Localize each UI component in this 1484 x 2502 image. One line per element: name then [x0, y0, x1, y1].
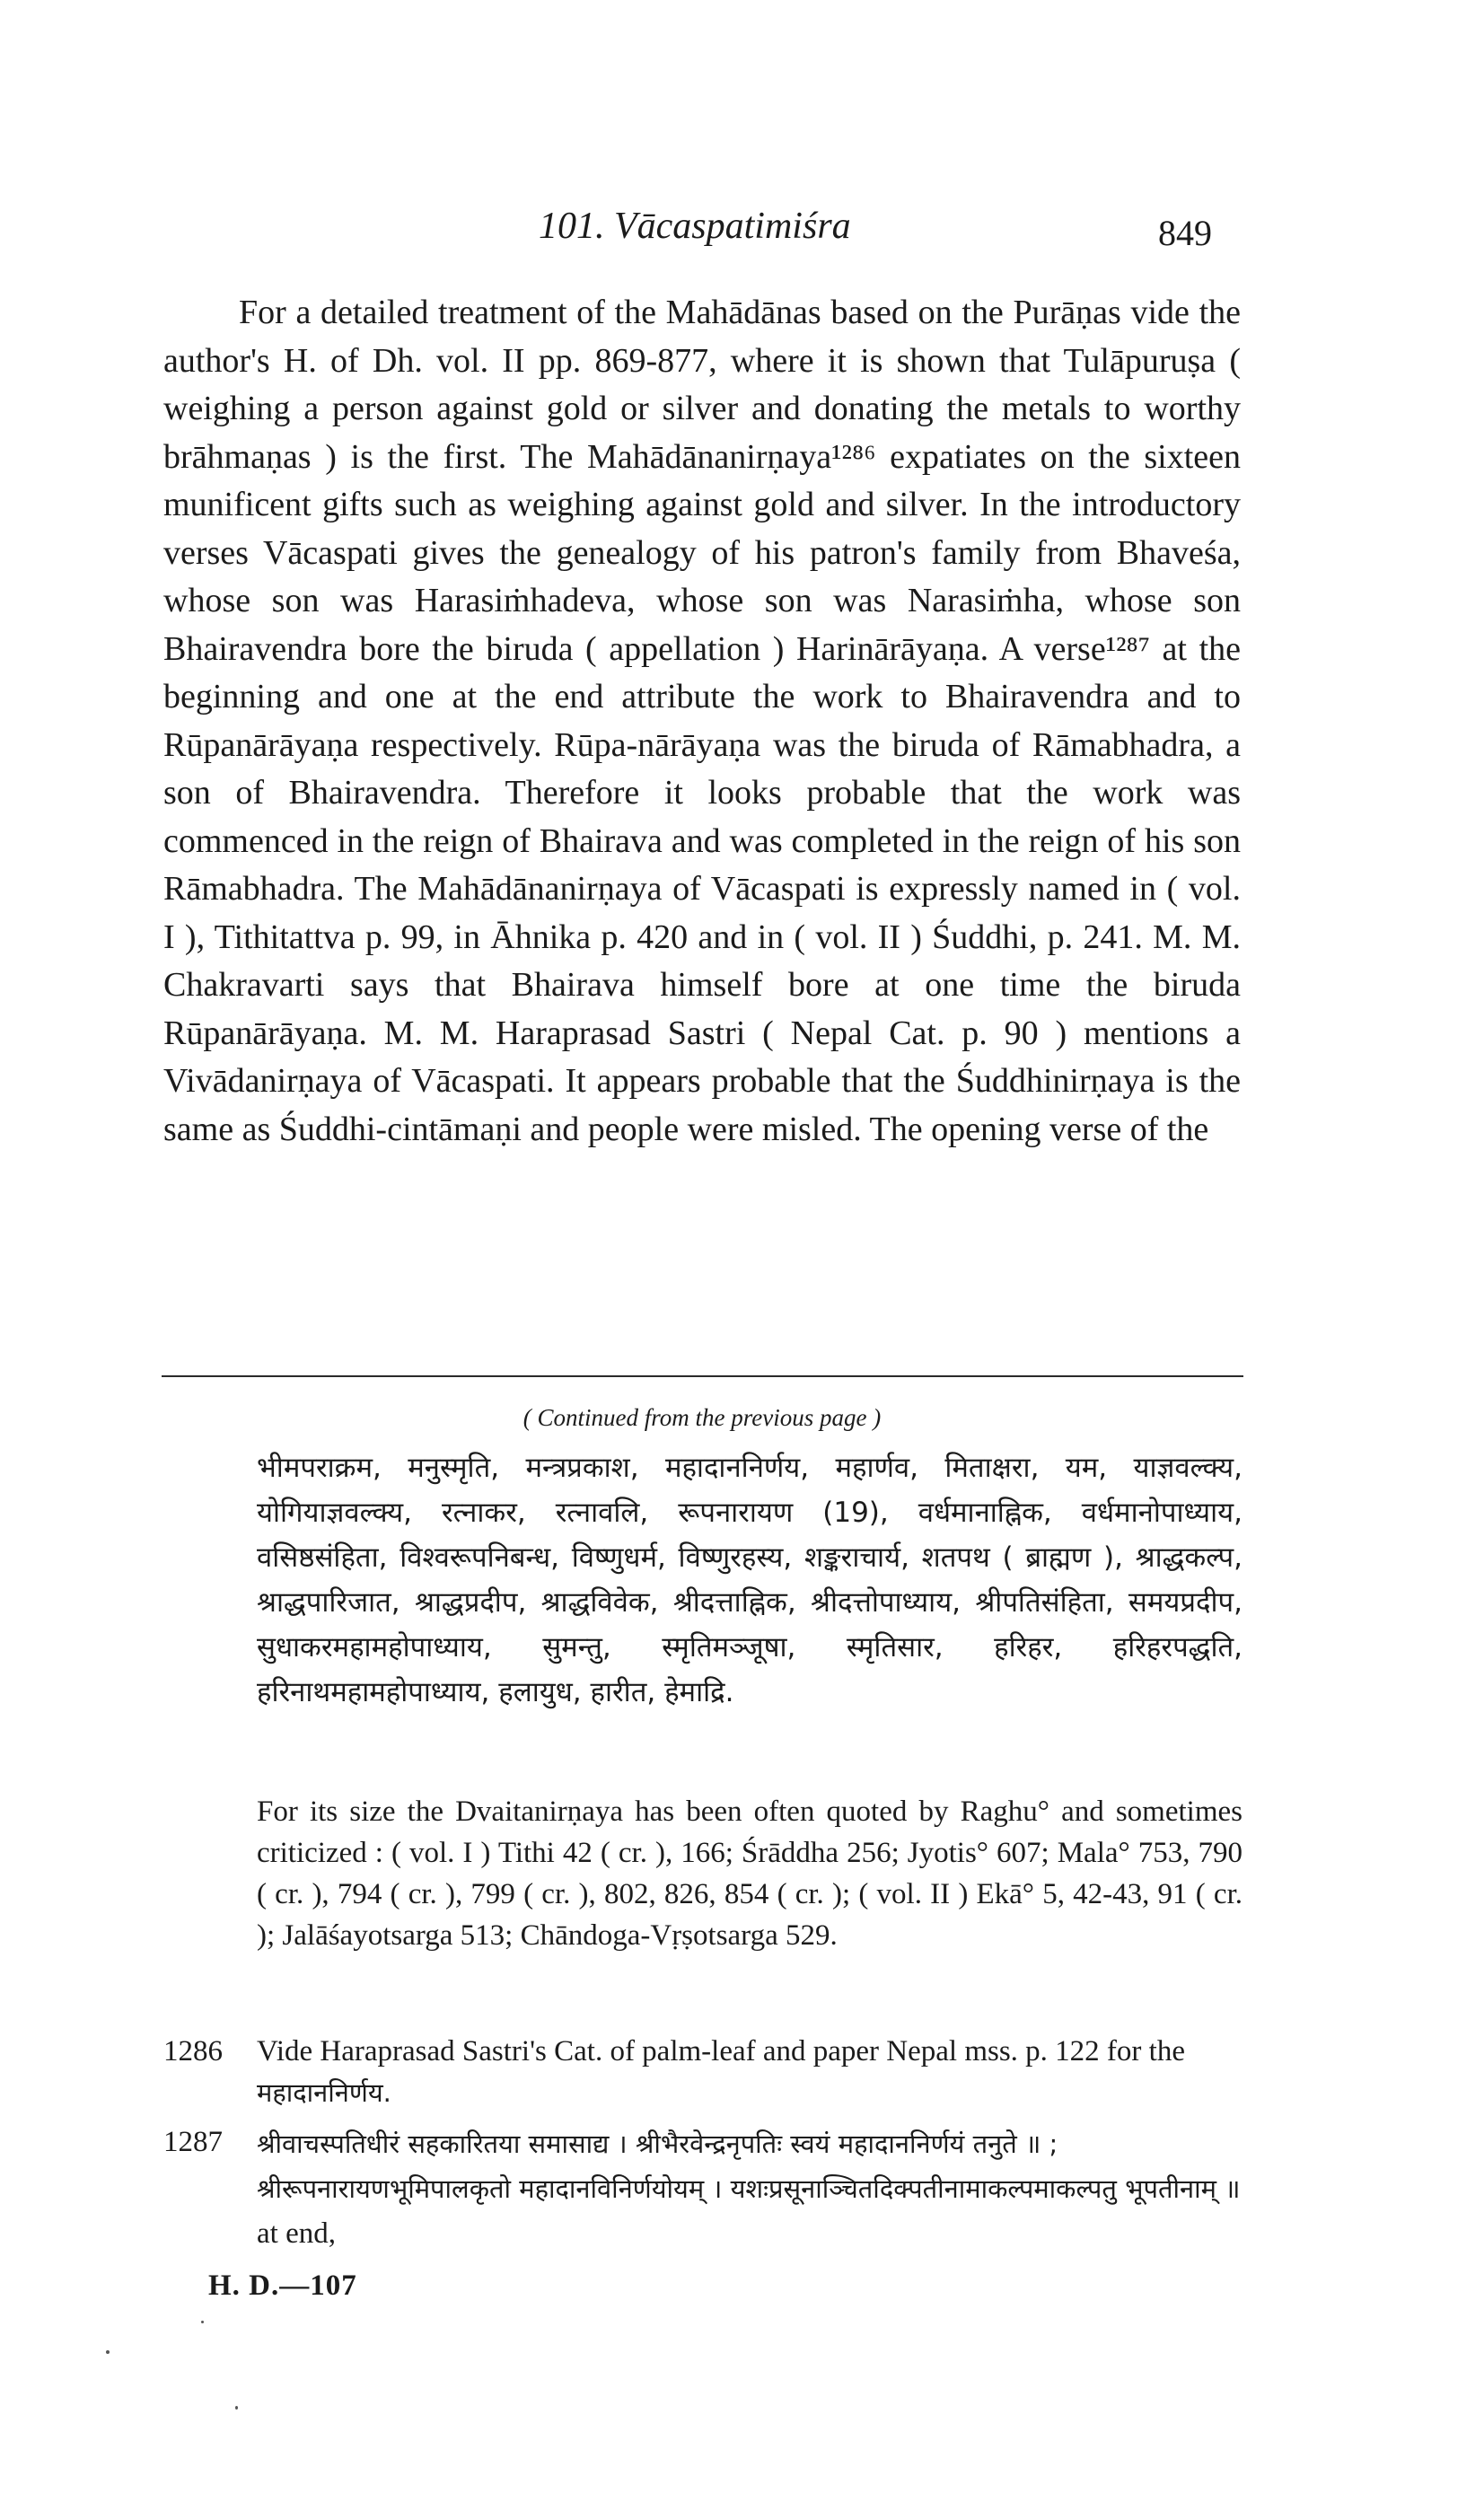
print-speck [235, 2406, 238, 2410]
print-speck [201, 2321, 204, 2323]
footnote-text-latin: at end, [257, 2217, 336, 2250]
body-paragraph: For a detailed treatment of the Mahādānas based on the Purāṇas vide the author's H. of Dh. vol. II pp. 869-877, where it is shown that Tulāpuruṣa ( weighing a person against gold or silver and donating the metals to worthy brāhmaṇas ) is the first. The Mahādānanirṇaya¹²⁸⁶ expatiates on the sixteen munificent gifts such as weighing against gold and silver. In the introductory verses Vācaspati gives the genealogy of his patron's family from Bhaveśa, whose son was Harasiṁhadeva, whose son was Narasiṁha, whose son Bhairavendra bore the biruda ( appellation ) Harinārāyaṇa. A verse¹²⁸⁷ at the beginning and one at the end attribute the work to Bhairavendra and to Rūpanārāyaṇa respectively. Rūpa-nārāyaṇa was the biruda of Rāmabhadra, a son of Bhairavendra. Therefore it looks probable that the work was commenced in the reign of Bhairava and was completed in the reign of his son Rāmabhadra. The Mahādānanirṇaya of Vācaspati is expressly named in ( vol. I ), Tithitattva p. 99, in Āhnika p. 420 and in ( vol. II ) Śuddhi, p. 241. M. M. Chakravarti says that Bhairava himself bore at one time the biruda Rūpanārāyaṇa. M. M. Haraprasad Sastri ( Nepal Cat. p. 90 ) mentions a Vivādanirṇaya of Vācaspati. It appears probable that the Śuddhinirṇaya is the same as Śuddhi-cintāmaṇi and people were misled. The opening verse of the [163, 294, 1241, 1148]
print-speck [106, 2350, 110, 2354]
footnote-continued-label: ( Continued from the previous page ) [522, 1404, 882, 1431]
footnote-number: 1286 [163, 2035, 223, 2067]
footnote-text [257, 2121, 1243, 2256]
footnote-text-devanagari: महादाननिर्णय. [257, 2077, 391, 2108]
page-number: 849 [1158, 213, 1212, 253]
footnote-text-devanagari: श्रीवाचस्पतिधीरं सहकारितया समासाद्य । श्रीभैरवेन्द्रनृपतिः स्वयं महादाननिर्णयं तनुते ॥ ; श्रीरूपनारायणभूमिपालकृतो महादानविनिर्णयोयम् । यशःप्रसूनाञ्चितदिक्पतीनामाकल्पमाकल्पतु भूपतीनाम् ॥ [257, 2129, 1241, 2204]
footnote-divider [162, 1375, 1243, 1377]
running-head [0, 205, 1484, 259]
footnote-number: 1287 [163, 2126, 223, 2158]
footnote-text-latin: Vide Haraprasad Sastri's Cat. of palm-leaf and paper Nepal mss. p. 122 for the [257, 2035, 1185, 2067]
footnote-text [257, 2031, 1243, 2113]
main-text [163, 289, 1241, 1154]
footnote-devanagari-list: भीमपराक्रम, मनुस्मृति, मन्त्रप्रकाश, महादाननिर्णय, महार्णव, मिताक्षरा, यम, याज्ञवल्क्य, योगियाज्ञवल्क्य, रत्नाकर, रत्नावलि, रूपनारायण (19), वर्धमानाह्निक, वर्धमानोपाध्याय, वसिष्ठसंहिता, विश्वरूपनिबन्ध, विष्णुधर्म, विष्णुरहस्य, शङ्कराचार्य, शतपथ ( ब्राह्मण ), श्राद्धकल्प, श्राद्धपारिजात, श्राद्धप्रदीप, श्राद्धविवेक, श्रीदत्ताह्निक, श्रीदत्तोपाध्याय, श्रीपतिसंहिता, समयप्रदीप, सुधाकरमहामहोपाध्याय, सुमन्तु, स्मृतिमञ्जूषा, स्मृतिसार, हरिहर, हरिहरपद्धति, हरिनाथमहामहोपाध्याय, हलायुध, हारीत, हेमाद्रि. [257, 1452, 1243, 1708]
footnote-english-note: For its size the Dvaitanirṇaya has been often quoted by Raghu° and sometimes criticized : ( vol. I ) Tithi 42 ( cr. ), 166; Śrāddha 256; Jyotis° 607; Mala° 753, 790 ( cr. ), 794 ( cr. ), 799 ( cr. ), 802, 826, 854 ( cr. ); ( vol. II ) Ekā° 5, 42-43, 91 ( cr. ); Jalāśayotsarga 513; Chāndoga-Vṛṣotsarga 529. [257, 1795, 1243, 1952]
running-title: 101. Vācaspatimiśra [539, 206, 851, 247]
signature-mark: H. D.—107 [208, 2269, 357, 2302]
